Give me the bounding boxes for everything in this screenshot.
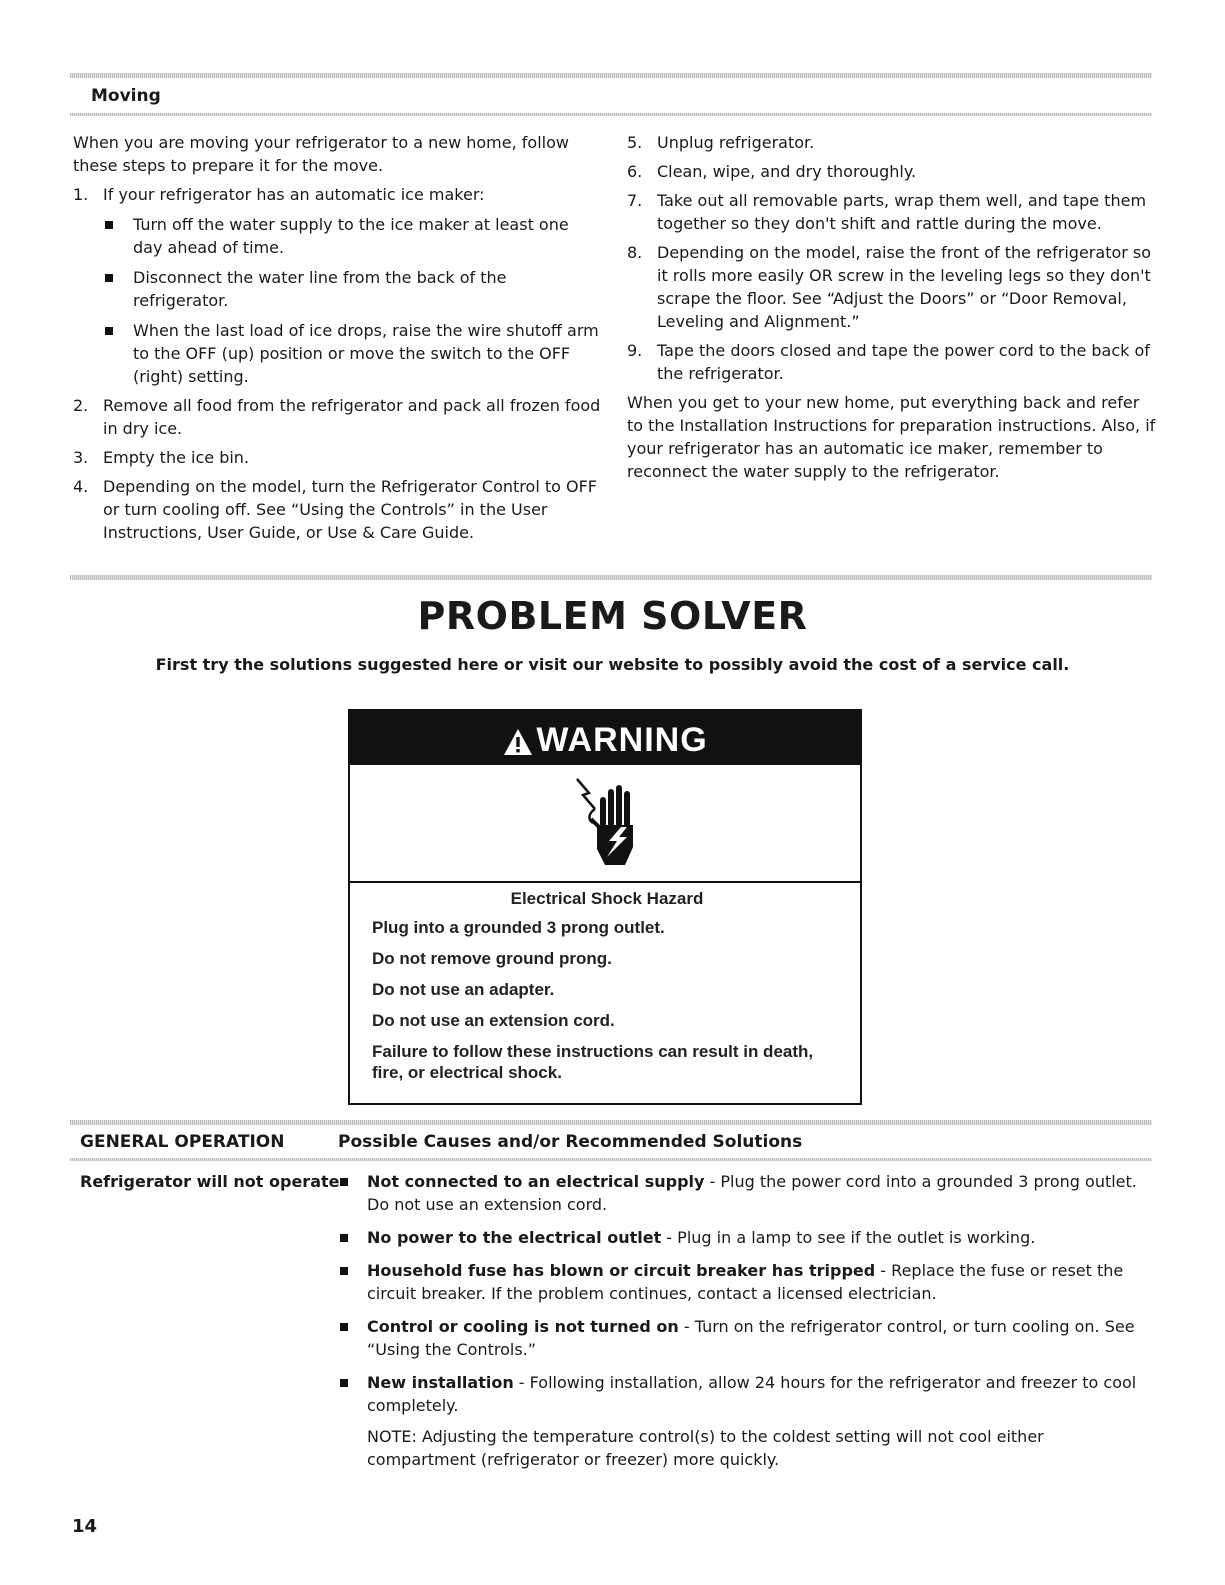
- solution-item: [338, 1371, 1138, 1417]
- hazard-title: Electrical Shock Hazard: [510, 889, 704, 908]
- step-number: 7.: [627, 191, 643, 210]
- note: [338, 1425, 1138, 1471]
- moving-heading: Moving: [91, 86, 161, 106]
- square-bullet-icon: [340, 1267, 348, 1275]
- step-text: Remove all food from the refrigerator and pack all frozen food in dry ice.: [103, 396, 601, 438]
- square-bullet-icon: [340, 1379, 348, 1387]
- step-number: 5.: [627, 133, 643, 152]
- solution-cause: Household fuse has blown or circuit breaker has tripped: [367, 1261, 876, 1280]
- square-bullet-icon: [340, 1178, 348, 1186]
- warning-triangle-icon: [502, 727, 534, 757]
- square-bullet-icon: [105, 221, 113, 229]
- solution-fix: - Turn on the refrigerator control, or turn cooling on. See “Using the Controls.”: [367, 1317, 1135, 1359]
- solution-item: [338, 1315, 1138, 1361]
- step-8: [627, 241, 1157, 333]
- issue-label: Refrigerator will not operate: [80, 1172, 340, 1191]
- solution-cause: Not connected to an electrical supply: [367, 1172, 705, 1191]
- note-label: NOTE:: [367, 1427, 417, 1446]
- note-text: Adjusting the temperature control(s) to the coldest setting will not cool either compartment (refrigerator or freezer) more quickly.: [367, 1427, 1044, 1469]
- square-bullet-icon: [105, 274, 113, 282]
- step-7: [627, 189, 1157, 235]
- solutions-list: [338, 1170, 1138, 1471]
- step-number: 3.: [73, 448, 89, 467]
- table-header-rule: [70, 1158, 1152, 1161]
- solution-item: [338, 1259, 1138, 1305]
- moving-intro: When you are moving your refrigerator to a new home, follow these steps to prepare it for the move.: [73, 133, 569, 175]
- step-text: Unplug refrigerator.: [657, 133, 815, 152]
- warning-box: [348, 709, 862, 1105]
- solution-fix: - Plug the power cord into a grounded 3 prong outlet. Do not use an extension cord.: [367, 1172, 1137, 1214]
- square-bullet-icon: [340, 1323, 348, 1331]
- moving-heading-rule: [70, 113, 1152, 116]
- solution-fix: - Following installation, allow 24 hours for the refrigerator and freezer to cool completely.: [367, 1373, 1137, 1415]
- solution-cause: No power to the electrical outlet: [367, 1228, 662, 1247]
- step-number: 6.: [627, 162, 643, 181]
- warning-label: WARNING: [536, 721, 708, 759]
- step-number: 1.: [73, 185, 89, 204]
- electrical-shock-hand-icon: [575, 775, 641, 871]
- bullet-item: [103, 319, 603, 388]
- solution-item: [338, 1170, 1138, 1216]
- page-subtitle: First try the solutions suggested here or visit our website to possibly avoid the cost of a service call.: [155, 655, 1070, 674]
- solution-cause: Control or cooling is not turned on: [367, 1317, 679, 1336]
- warning-header: [350, 711, 860, 765]
- step-1: [73, 183, 603, 206]
- step-5: [627, 131, 1157, 154]
- solution-cause: New installation: [367, 1373, 514, 1392]
- solution-fix: - Replace the fuse or reset the circuit breaker. If the problem continues, contact a licensed electrician.: [367, 1261, 1124, 1303]
- solution-item: [338, 1226, 1138, 1249]
- warning-line: Plug into a grounded 3 prong outlet.: [372, 918, 665, 937]
- step-text: Depending on the model, turn the Refrigerator Control to OFF or turn cooling off. See “Using the Controls” in the User Instructions, User Guide, or Use & Care Guide.: [103, 477, 597, 542]
- step-3: [73, 446, 603, 469]
- step-text: If your refrigerator has an automatic ice maker:: [103, 185, 485, 204]
- bullet-text: Turn off the water supply to the ice maker at least one day ahead of time.: [133, 215, 569, 257]
- step-9: [627, 339, 1157, 385]
- page-number: 14: [72, 1516, 98, 1537]
- square-bullet-icon: [340, 1234, 348, 1242]
- step-text: Clean, wipe, and dry thoroughly.: [657, 162, 917, 181]
- step-number: 9.: [627, 341, 643, 360]
- warning-text: [372, 889, 842, 1093]
- moving-right-column: [627, 131, 1157, 483]
- moving-left-column: [73, 131, 603, 544]
- square-bullet-icon: [105, 327, 113, 335]
- step-text: Take out all removable parts, wrap them well, and tape them together so they don't shift and rattle during the move.: [657, 191, 1147, 233]
- warning-line: Do not use an extension cord.: [372, 1011, 615, 1030]
- solution-fix: - Plug in a lamp to see if the outlet is working.: [661, 1228, 1036, 1247]
- step-4: [73, 475, 603, 544]
- table-top-rule: [70, 1120, 1152, 1125]
- warning-line: Do not use an adapter.: [372, 980, 555, 999]
- step-2: [73, 394, 603, 440]
- section-header: GENERAL OPERATION: [80, 1132, 285, 1152]
- step-text: Tape the doors closed and tape the power cord to the back of the refrigerator.: [657, 341, 1150, 383]
- warning-line: Do not remove ground prong.: [372, 949, 612, 968]
- warning-icon-area: [350, 765, 860, 883]
- bullet-item: [103, 213, 603, 259]
- step-number: 4.: [73, 477, 89, 496]
- bullet-text: Disconnect the water line from the back of the refrigerator.: [133, 268, 507, 310]
- warning-line: Failure to follow these instructions can result in death, fire, or electrical shock.: [372, 1042, 814, 1082]
- moving-closing: When you get to your new home, put everything back and refer to the Installation Instructions for preparation instructions. Also, if your refrigerator has an automatic ice maker, remember to reconnect the water supply to the refrigerator.: [627, 393, 1156, 481]
- step-number: 2.: [73, 396, 89, 415]
- bullet-item: [103, 266, 603, 312]
- step-text: Depending on the model, raise the front of the refrigerator so it rolls more easily OR screw in the leveling legs so they don't scrape the floor. See “Adjust the Doors” or “Door Removal, Leveling and Alignment.”: [657, 243, 1152, 331]
- solutions-header: Possible Causes and/or Recommended Solutions: [338, 1132, 803, 1152]
- section-rule: [70, 575, 1152, 580]
- page-title: PROBLEM SOLVER: [417, 594, 808, 638]
- step-text: Empty the ice bin.: [103, 448, 250, 467]
- step-6: [627, 160, 1157, 183]
- step-number: 8.: [627, 243, 643, 262]
- bullet-text: When the last load of ice drops, raise the wire shutoff arm to the OFF (up) position or move the switch to the OFF (right) setting.: [133, 321, 599, 386]
- top-rule: [70, 73, 1152, 78]
